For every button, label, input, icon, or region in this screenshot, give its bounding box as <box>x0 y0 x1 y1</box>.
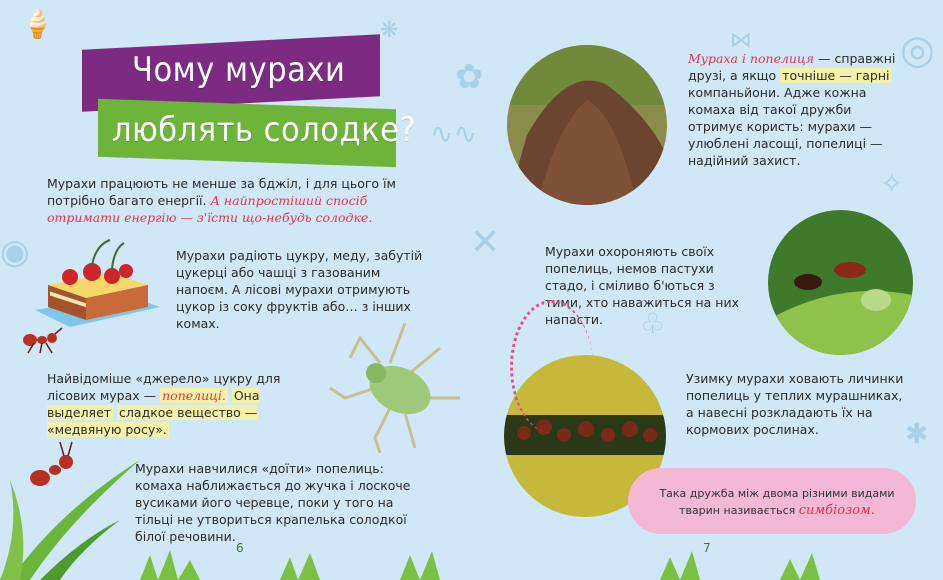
guard-paragraph: Мурахи охороняють своїх попелиць, немов пастухи стадо, і сміливо б'ються з тими, хто наважиться на них напасти. <box>545 244 739 327</box>
bug-doodle: ❋ <box>380 18 399 43</box>
note-red-text: симбіозом. <box>798 503 875 518</box>
friends-paragraph <box>688 50 908 169</box>
ants-aphid-leaf-photo <box>768 210 913 355</box>
candy-wrapper-doodle: ⋈ <box>730 28 752 53</box>
title-line-1: Чому мурахи <box>132 50 346 90</box>
sugar-paragraph: Мурахи радіють цукру, меду, забутій цукерці або чашці з газованим напоєм. А лісові мурахи отримують цукор із соку фруктів або… з інших комах. <box>176 248 423 331</box>
aphid-image <box>320 318 470 458</box>
intro-text: Мурахи працюють не менше за бджіл, і для цього їм потрібно багато енергії. <box>47 176 396 208</box>
anthill-photo <box>507 45 667 205</box>
friends-highlight-text: точніше — гарні <box>782 68 890 83</box>
page-number-left: 6 <box>236 541 244 555</box>
symbiosis-note <box>652 485 902 519</box>
milk-paragraph: Мурахи навчилися «доїти» попелиць: комаха наближається до жучка і лоскоче вусиками його черевце, поки у того на тільці не утвориться крапелька солодкої білої речовини. <box>135 461 411 544</box>
snail-doodle: ◎ <box>900 27 935 73</box>
source-text-2: Она выделяет <box>47 388 260 420</box>
grass-ant-image <box>0 420 140 580</box>
beetle-doodle: ✱ <box>905 417 929 450</box>
dotted-line-decoration <box>510 300 593 433</box>
page-number-right: 7 <box>703 541 711 555</box>
friends-red-text: Мураха і попелиця <box>688 51 814 66</box>
source-text-3: сладкое вещество — «медвяную росу». <box>47 405 258 437</box>
intro-paragraph <box>47 175 422 226</box>
title-line-2: люблять солодке? <box>112 110 417 150</box>
lollipop-doodle: ◉ <box>0 232 30 272</box>
ice-cream-doodle: 🍦 <box>20 7 55 40</box>
source-text-1: Найвідоміше «джерело» цукру для лісових мурах — <box>47 371 281 403</box>
friends-text-2: компаньйони. Адже кожна комаха від такої дружби отримує користь: мурахи — улюблені ласощі, попелиці — надійний захист. <box>688 85 883 168</box>
ant-icon <box>20 325 65 355</box>
source-red-text: попелиці. <box>162 388 226 403</box>
bottom-grass <box>140 545 943 580</box>
friends-text-1: — справжні друзі, а якщо <box>688 51 896 83</box>
dragonfly-doodle: ✕ <box>470 222 501 263</box>
bee-doodle: ✿ <box>455 57 484 97</box>
intro-red-text: А найпростіший спосіб отримати енергію — з'їсти що-небудь солодке. <box>47 193 373 225</box>
candy-doodle: ✧ <box>880 167 904 200</box>
note-text: Така дружба між двома різними видами тварин називається <box>659 487 895 517</box>
caterpillar-doodle: ∿∿ <box>430 117 477 150</box>
cake-image <box>30 235 165 335</box>
cupcake-doodle: ♧ <box>640 307 666 340</box>
winter-paragraph: Узимку мурахи ховають личинки попелиць у теплих мурашниках, а навесні розкладають їх на кормових рослинах. <box>686 371 904 437</box>
